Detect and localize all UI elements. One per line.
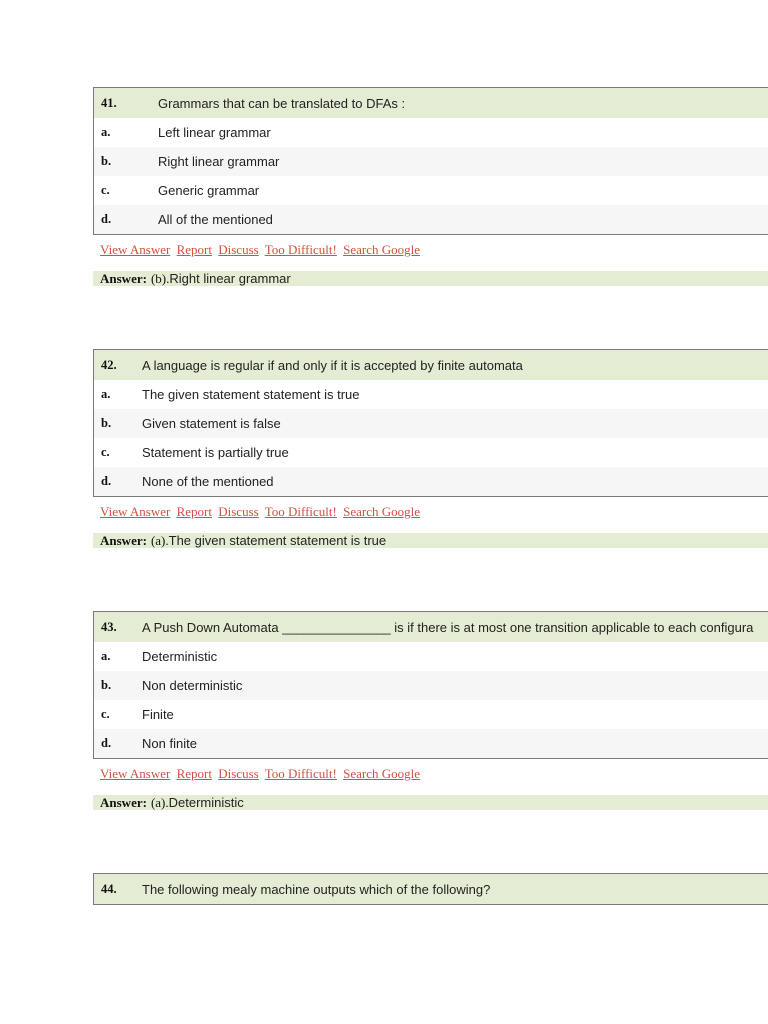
- option-row: [94, 671, 768, 700]
- discuss-link[interactable]: Discuss: [218, 766, 259, 781]
- discuss-link[interactable]: Discuss: [218, 504, 259, 519]
- report-link[interactable]: Report: [176, 766, 212, 781]
- question-links: [93, 504, 768, 520]
- question-text: A Push Down Automata _______________ is if there is at most one transition applicable to each configura: [142, 619, 754, 635]
- option-row: [94, 118, 768, 147]
- too-difficult-link[interactable]: Too Difficult!: [264, 242, 337, 257]
- option-letter: c.: [101, 183, 110, 197]
- question-header: [94, 874, 768, 904]
- too-difficult-link[interactable]: Too Difficult!: [264, 766, 337, 781]
- question-number: 42.: [101, 357, 117, 372]
- option-row: [94, 700, 768, 729]
- answer-text: Right linear grammar: [169, 271, 291, 286]
- option-letter: c.: [101, 707, 110, 721]
- option-text: Finite: [142, 707, 174, 722]
- option-row: [94, 147, 768, 176]
- option-row: [94, 642, 768, 671]
- option-text: None of the mentioned: [142, 474, 274, 489]
- question-header: [94, 350, 768, 380]
- question-number: 41.: [101, 95, 117, 110]
- too-difficult-link[interactable]: Too Difficult!: [264, 504, 337, 519]
- question-table: [93, 87, 768, 235]
- option-row: [94, 729, 768, 758]
- question-number: 43.: [101, 619, 117, 634]
- question-block: [93, 87, 768, 286]
- option-text: Left linear grammar: [158, 125, 271, 140]
- option-letter: b.: [101, 678, 112, 692]
- option-row: [94, 467, 768, 496]
- option-text: Non deterministic: [142, 678, 243, 693]
- option-text: All of the mentioned: [158, 212, 273, 227]
- option-row: [94, 409, 768, 438]
- view-answer-link[interactable]: View Answer: [100, 766, 171, 781]
- option-text: The given statement statement is true: [142, 387, 360, 402]
- answer-bar: [93, 533, 768, 548]
- option-row: [94, 176, 768, 205]
- question-table: [93, 873, 768, 905]
- question-block: [93, 611, 768, 810]
- search-google-link[interactable]: Search Google: [343, 504, 421, 519]
- option-text: Right linear grammar: [158, 154, 280, 169]
- question-number: 44.: [101, 881, 117, 896]
- option-letter: d.: [101, 736, 112, 750]
- question-block: [93, 873, 768, 905]
- question-text: A language is regular if and only if it is accepted by finite automata: [142, 357, 523, 373]
- answer-letter: (a).: [150, 532, 169, 548]
- option-text: Deterministic: [142, 649, 218, 664]
- option-letter: d.: [101, 474, 112, 488]
- answer-bar: [93, 271, 768, 286]
- report-link[interactable]: Report: [176, 242, 212, 257]
- answer-text: Deterministic: [168, 795, 244, 810]
- question-text: The following mealy machine outputs which of the following?: [142, 881, 491, 897]
- answer-letter: (a).: [150, 794, 169, 810]
- option-row: [94, 438, 768, 467]
- report-link[interactable]: Report: [176, 504, 212, 519]
- question-table: [93, 349, 768, 497]
- search-google-link[interactable]: Search Google: [343, 766, 421, 781]
- option-row: [94, 380, 768, 409]
- answer-bar: [93, 795, 768, 810]
- answer-label: Answer:: [100, 532, 147, 548]
- question-text: Grammars that can be translated to DFAs :: [158, 95, 406, 111]
- option-letter: a.: [101, 125, 111, 139]
- question-links: [93, 242, 768, 258]
- view-answer-link[interactable]: View Answer: [100, 242, 171, 257]
- question-header: [94, 88, 768, 118]
- answer-label: Answer:: [100, 270, 147, 286]
- question-block: [93, 349, 768, 548]
- option-letter: d.: [101, 212, 112, 226]
- question-header: [94, 612, 768, 642]
- question-table: [93, 611, 768, 759]
- answer-letter: (b).: [150, 270, 170, 286]
- option-letter: a.: [101, 649, 111, 663]
- option-text: Generic grammar: [158, 183, 260, 198]
- option-letter: c.: [101, 445, 110, 459]
- answer-text: The given statement statement is true: [168, 533, 387, 548]
- option-text: Given statement is false: [142, 416, 281, 431]
- discuss-link[interactable]: Discuss: [218, 242, 259, 257]
- option-letter: b.: [101, 154, 112, 168]
- view-answer-link[interactable]: View Answer: [100, 504, 171, 519]
- option-letter: b.: [101, 416, 112, 430]
- option-row: [94, 205, 768, 234]
- question-links: [93, 766, 768, 782]
- search-google-link[interactable]: Search Google: [343, 242, 421, 257]
- answer-label: Answer:: [100, 794, 147, 810]
- option-text: Statement is partially true: [142, 445, 289, 460]
- option-letter: a.: [101, 387, 111, 401]
- option-text: Non finite: [142, 736, 197, 751]
